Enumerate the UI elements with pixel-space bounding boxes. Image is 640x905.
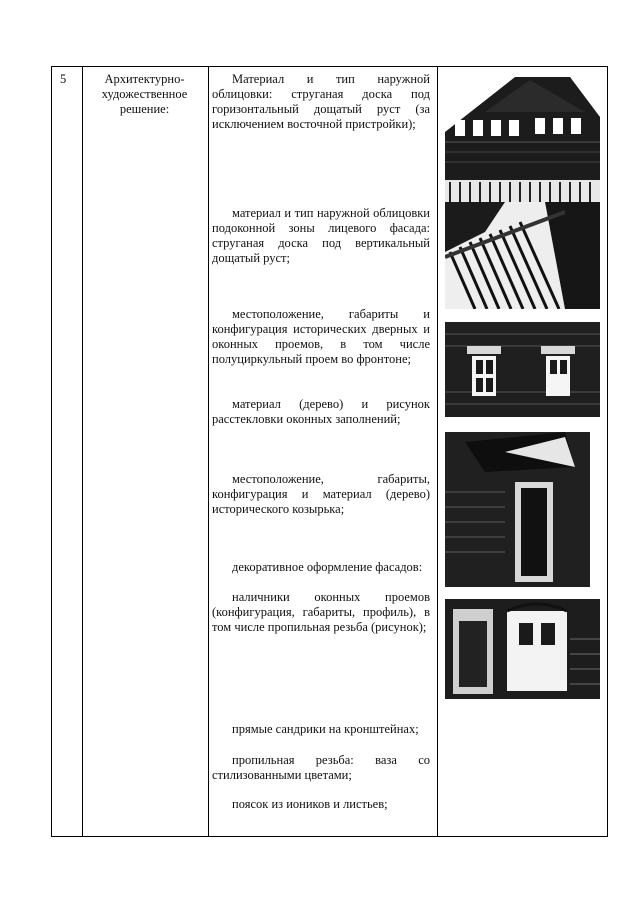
attribute-paragraph <box>212 206 430 266</box>
attribute-paragraph <box>212 560 430 575</box>
attribute-paragraph <box>212 472 430 517</box>
attribute-text: наличники оконных проемов (конфигурация, габариты, профиль), в том числе пропильная резьба (рисунок); <box>212 590 430 634</box>
window-trim-photo <box>445 599 600 699</box>
attribute-text: прямые сандрики на кронштейнах; <box>232 722 419 736</box>
attribute-paragraph <box>212 72 430 132</box>
attribute-text: Материал и тип наружной облицовки: струганая доска под горизонтальный дощатый руст (за исключением восточной пристройки); <box>212 72 430 131</box>
attribute-text: декоративное оформление фасадов: <box>232 560 423 574</box>
row-number: 5 <box>60 72 67 86</box>
windows-photo <box>445 322 600 417</box>
attribute-paragraph <box>212 797 430 812</box>
column-divider <box>437 67 438 836</box>
window-sill-boards-photo <box>445 202 600 309</box>
attribute-paragraph <box>212 722 430 737</box>
attribute-text: материал и тип наружной облицовки подоконной зоны лицевого фасада: струганая доска под вертикальный дощатый руст; <box>212 206 430 265</box>
attribute-paragraph <box>212 307 430 367</box>
section-title: Архитектурно-художественное решение: <box>101 72 188 116</box>
house-facade-photo <box>445 72 600 202</box>
attribute-paragraph <box>212 753 430 783</box>
attribute-text: материал (дерево) и рисунок расстекловки оконных заполнений; <box>212 397 430 426</box>
column-divider <box>82 67 83 836</box>
attribute-text: местоположение, габариты и конфигурация исторических дверных и оконных проемов, в том числе полуциркульный проем во фронтоне; <box>212 307 430 366</box>
attribute-text: местоположение, габариты, конфигурация и материал (дерево) исторического козырька; <box>212 472 430 516</box>
attribute-paragraph <box>212 397 430 427</box>
attribute-paragraph <box>212 590 430 635</box>
canopy-photo <box>445 432 590 587</box>
attributes-table <box>51 66 608 837</box>
attribute-text: пропильная резьба: ваза со стилизованными цветами; <box>212 753 430 782</box>
column-divider <box>208 67 209 836</box>
attribute-text: поясок из иоников и листьев; <box>232 797 388 811</box>
